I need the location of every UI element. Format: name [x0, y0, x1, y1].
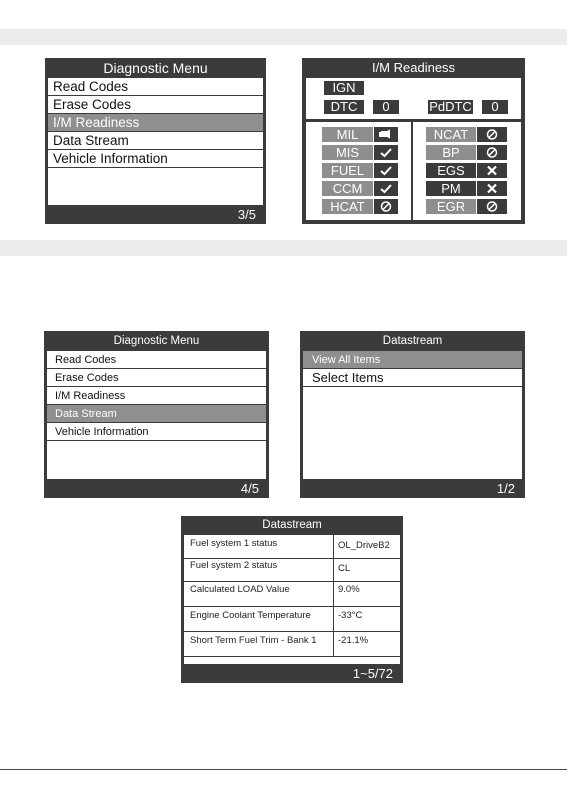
- incomplete-x-icon: [477, 163, 507, 178]
- row-divider: [184, 656, 400, 657]
- pddtc-label: PdDTC: [429, 99, 472, 114]
- diagnostic-menu-screen-2: [44, 331, 269, 498]
- screen-title: Diagnostic Menu: [103, 60, 208, 76]
- menu-item-im-readiness[interactable]: I/M Readiness: [48, 114, 263, 132]
- datastream-values-screen: [181, 516, 403, 683]
- dtc-count: 0: [373, 100, 399, 114]
- menu-item-read-codes[interactable]: Read Codes: [47, 351, 266, 369]
- monitor-egr-label: EGR: [426, 199, 476, 214]
- pid-value: 9.0%: [338, 584, 360, 595]
- readiness-monitors-panel: [306, 122, 521, 220]
- section-band-middle: [0, 240, 567, 256]
- menu-panel: [47, 351, 266, 479]
- monitor-ccm-label: CCM: [322, 181, 373, 196]
- row-divider: [184, 581, 400, 582]
- datastream-menu-screen: [300, 331, 525, 498]
- menu-item-erase-codes[interactable]: Erase Codes: [48, 96, 263, 114]
- im-readiness-screen: [302, 58, 525, 224]
- menu-item-vehicle-information[interactable]: Vehicle Information: [48, 150, 263, 168]
- section-band-top: [0, 29, 567, 45]
- incomplete-x-icon: [477, 181, 507, 196]
- pid-name: Engine Coolant Temperature: [190, 610, 311, 621]
- menu-panel: [303, 351, 522, 479]
- diagnostic-menu-screen-1: [45, 58, 266, 224]
- monitor-bp-label: BP: [426, 145, 476, 160]
- menu-item-data-stream[interactable]: Data Stream: [48, 132, 263, 150]
- pddtc-count: 0: [482, 100, 508, 114]
- screen-title: Datastream: [382, 335, 443, 347]
- page-indicator: 1~5/72: [352, 666, 393, 681]
- pid-value: -33°C: [338, 610, 363, 621]
- check-icon: [374, 181, 398, 196]
- column-divider: [333, 535, 334, 656]
- screen-title: I/M Readiness: [371, 60, 456, 75]
- check-icon: [374, 145, 398, 160]
- readiness-summary-panel: [306, 78, 521, 119]
- pid-value: OL_DriveB2: [338, 540, 390, 551]
- not-supported-icon: [374, 199, 398, 214]
- pid-name: Short Term Fuel Trim - Bank 1: [190, 635, 317, 646]
- not-supported-icon: [477, 145, 507, 160]
- monitor-hcat-label: HCAT: [322, 199, 373, 214]
- row-divider: [184, 631, 400, 632]
- monitor-mil-label: MIL: [322, 127, 373, 142]
- not-supported-icon: [477, 199, 507, 214]
- mil-lamp-icon: [374, 127, 398, 142]
- menu-panel: [48, 78, 263, 205]
- pid-value: CL: [338, 563, 351, 574]
- menu-item-im-readiness[interactable]: I/M Readiness: [47, 387, 266, 405]
- menu-item-select-items[interactable]: Select Items: [303, 369, 522, 387]
- monitor-egs-label: EGS: [426, 163, 476, 178]
- monitor-column-divider: [411, 122, 413, 220]
- not-supported-icon: [477, 127, 507, 142]
- monitor-ncat-label: NCAT: [426, 127, 476, 142]
- menu-item-data-stream[interactable]: Data Stream: [47, 405, 266, 423]
- screen-title: Datastream: [262, 519, 322, 531]
- row-divider: [184, 606, 400, 607]
- menu-item-vehicle-information[interactable]: Vehicle Information: [47, 423, 266, 441]
- pid-name: Fuel system 1 status: [190, 538, 278, 549]
- menu-item-erase-codes[interactable]: Erase Codes: [47, 369, 266, 387]
- page-indicator: 4/5: [240, 481, 259, 496]
- screen-title: Diagnostic Menu: [113, 335, 200, 347]
- menu-item-read-codes[interactable]: Read Codes: [48, 78, 263, 96]
- pid-value: -21.1%: [338, 635, 369, 646]
- pid-name: Fuel system 2 status: [190, 560, 278, 571]
- monitor-pm-label: PM: [426, 181, 476, 196]
- pid-name: Calculated LOAD Value: [190, 584, 290, 595]
- monitor-fuel-label: FUEL: [322, 163, 373, 178]
- monitor-mis-label: MIS: [322, 145, 373, 160]
- ign-label: IGN: [324, 81, 364, 95]
- page-indicator: 3/5: [237, 207, 256, 222]
- page-bottom-rule: [0, 769, 567, 770]
- datastream-table: [184, 535, 400, 664]
- check-icon: [374, 163, 398, 178]
- menu-item-view-all-items[interactable]: View All Items: [303, 351, 522, 369]
- page-indicator: 1/2: [496, 481, 515, 496]
- dtc-label: DTC: [324, 100, 364, 114]
